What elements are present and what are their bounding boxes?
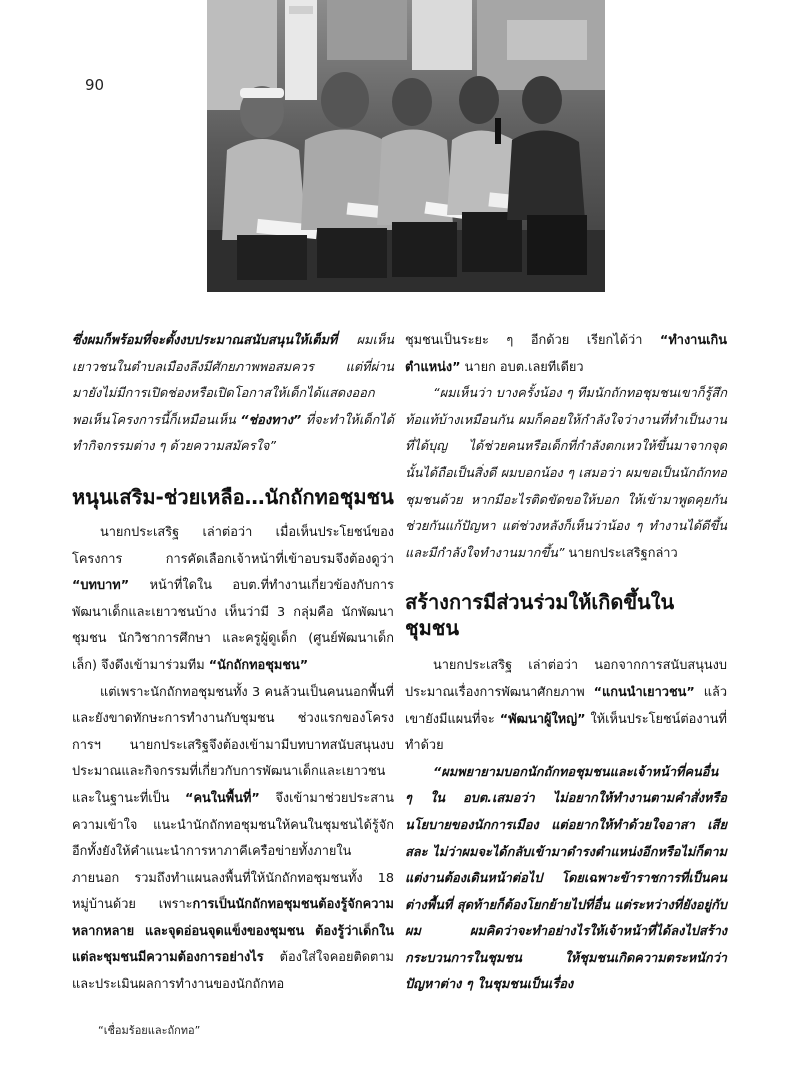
- text-run: นายก อบต.เลยทีเดียว: [460, 359, 584, 375]
- text-run: ซึ่งผมก็พร้อมที่จะตั้งงบประมาณสนับสนุนให้เต็มที่: [72, 333, 338, 348]
- text-run: นายกประเสริฐ เล่าต่อว่า นอกจากการสนับสนุนงบประมาณเรื่องการพัฒนาศักยภาพ: [405, 658, 727, 700]
- footer-caption: “เชื่อมร้อยและถักทอ”: [98, 1024, 201, 1037]
- text-run: ชุมชนเป็นระยะ ๆ อีกด้วย เรียกได้ว่า: [405, 333, 660, 348]
- section-heading-support: หนุนเสริม-ช่วยเหลือ…นักถักทอชุมชน: [72, 484, 394, 509]
- text-run: “แกนนำเยาวชน”: [593, 684, 695, 700]
- text-run: หน้าที่ใดใน อบต.ที่ทำงานเกี่ยวข้องกับการพัฒนาเด็กและเยาวชนบ้าง เห็นว่ามี 3 กลุ่มคือ นักพัฒนาชุมชน นักวิชาการศึกษา และครูผู้ดูเด็ก (ศูนย์พัฒนาเด็กเล็ก) จึงดึงเข้ามาร่วมทีม: [72, 578, 394, 673]
- right-column: [405, 328, 727, 999]
- text-run: “ช่องทาง”: [240, 412, 302, 428]
- text-run: ต้องใส่ใจคอยติดตามและประเมินผลการทำงานของนักถักทอ: [72, 950, 394, 993]
- page-number: 90: [85, 76, 105, 94]
- paragraph: [405, 328, 727, 381]
- paragraph: [72, 520, 394, 680]
- text-run: “ผมพยายามบอกนักถักทอชุมชนและเจ้าหน้าที่คนอื่น ๆ ใน อบต.เสมอว่า ไม่อยากให้ทำงานตามคำสั่งหรือนโยบายของนักการเมือง แต่อยากให้ทำด้วยใจอาสา เสียสละ ไม่ว่าผมจะได้กลับเข้ามาดำรงตำแหน่งอีกหรือไม่ก็ตาม แต่งานต้องเดินหน้าต่อไป โดยเฉพาะข้าราชการที่เป็นคนต่างพื้นที่ สุดท้ายก็ต้องโยกย้ายไปที่อื่น แต่ระหว่างที่ยังอยู่กับผม ผมคิดว่าจะทำอย่างไรให้เจ้าหน้าที่ได้ลงไปสร้างกระบวนการในชุมชน ให้ชุมชนเกิดความตระหนักว่า ปัญหาต่าง ๆ ในชุมชนเป็นเรื่อง: [405, 764, 727, 993]
- left-column: [72, 328, 394, 999]
- text-run: “คนในพื้นที่”: [185, 790, 260, 806]
- photo-five-women-seated-microphone-icon: [207, 0, 605, 292]
- text-run: “ผมเห็นว่า บางครั้งน้อง ๆ ทีมนักถักทอชุมชนเขาก็รู้สึกท้อแท้บ้างเหมือนกัน ผมก็คอยให้กำลังใจว่างานที่ทำเป็นงานที่ได้บุญ ได้ช่วยคนหรือเด็กที่กำลังตกเหวให้ขึ้นมาจากจุดนั้นได้ถือเป็นสิ่งดี ผมบอกน้อง ๆ เสมอว่า ผมขอเป็นนักถักทอชุมชนด้วย หากมีอะไรติดขัดขอให้บอก ให้เข้ามาพูดคุยกัน ช่วยกันแก้ปัญหา แต่ช่วงหลังก็เห็นว่าน้อง ๆ ทำงานได้ดีขึ้น และมีกำลังใจทำงานมากขึ้น”: [405, 386, 727, 561]
- quote: [405, 381, 727, 567]
- text-run: จึงเข้ามาช่วยประสานความเข้าใจ แนะนำนักถักทอชุมชนให้คนในชุมชนได้รู้จัก อีกทั้งยังให้คำแนะนำการหาภาคีเครือข่ายทั้งภายในภายนอก รวมถึงทำแผนลงพื้นที่ให้นักถักทอชุมชนทั้ง 18 หมู่บ้านด้วย เพราะ: [72, 790, 394, 913]
- text-run: การเป็นนักถักทอชุมชนต้องรู้จักความหลากหลาย และจุดอ่อนจุดแข็งของชุมชน ต้องรู้ว่าเด็กในแต่ละชุมชนมีความต้องการอย่างไร: [72, 897, 394, 966]
- text-run: “บทบาท”: [72, 578, 130, 594]
- paragraph: [405, 653, 727, 759]
- quote: [405, 760, 727, 999]
- text-run: นายกประเสริฐกล่าว: [564, 545, 678, 561]
- text-run: แล้ว เขายังมีแผนที่จะ: [405, 684, 727, 727]
- text-run: “ทำงานเกินตำแหน่ง”: [405, 333, 727, 375]
- text-run: “พัฒนาผู้ใหญ่”: [499, 711, 586, 727]
- text-run: นายกประเสริฐ เล่าต่อว่า เมื่อเห็นประโยชน์ของโครงการ การคัดเลือกเจ้าหน้าที่เข้าอบรมจึงต้องดูว่า: [72, 524, 394, 567]
- text-run: ที่จะทำให้เด็กได้ทำกิจกรรมต่าง ๆ ด้วยความสมัครใจ”: [72, 412, 394, 455]
- section-heading-participation: สร้างการมีส่วนร่วมให้เกิดขึ้นในชุมชน: [405, 590, 675, 641]
- text-run: ให้เห็นประโยชน์ต่องานที่ทำด้วย: [405, 711, 727, 754]
- text-run: แต่เพราะนักถักทอชุมชนทั้ง 3 คนล้วนเป็นคนนอกพื้นที่ และยังขาดทักษะการทำงานกับชุมชน ช่วงแรกของโครงการฯ นายกประเสริฐจึงต้องเข้ามามีบทบาทสนับสนุนงบประมาณและกิจกรรมที่เกี่ยวกับการพัฒนาเด็กและเยาวชน และในฐานะที่เป็น: [72, 684, 394, 806]
- text-run: ผมเห็นเยาวชนในตำบลเมืองลึงมีศักยภาพพอสมควร แต่ที่ผ่านมายังไม่มีการเปิดช่องหรือเปิดโอกาสให้เด็กได้แสดงออก พอเห็นโครงการนี้ก็เหมือนเห็น: [72, 333, 394, 428]
- paragraph: [72, 680, 394, 999]
- intro-quote: [72, 328, 394, 461]
- photo: [207, 0, 605, 292]
- text-run: “นักถักทอชุมชน”: [208, 657, 309, 673]
